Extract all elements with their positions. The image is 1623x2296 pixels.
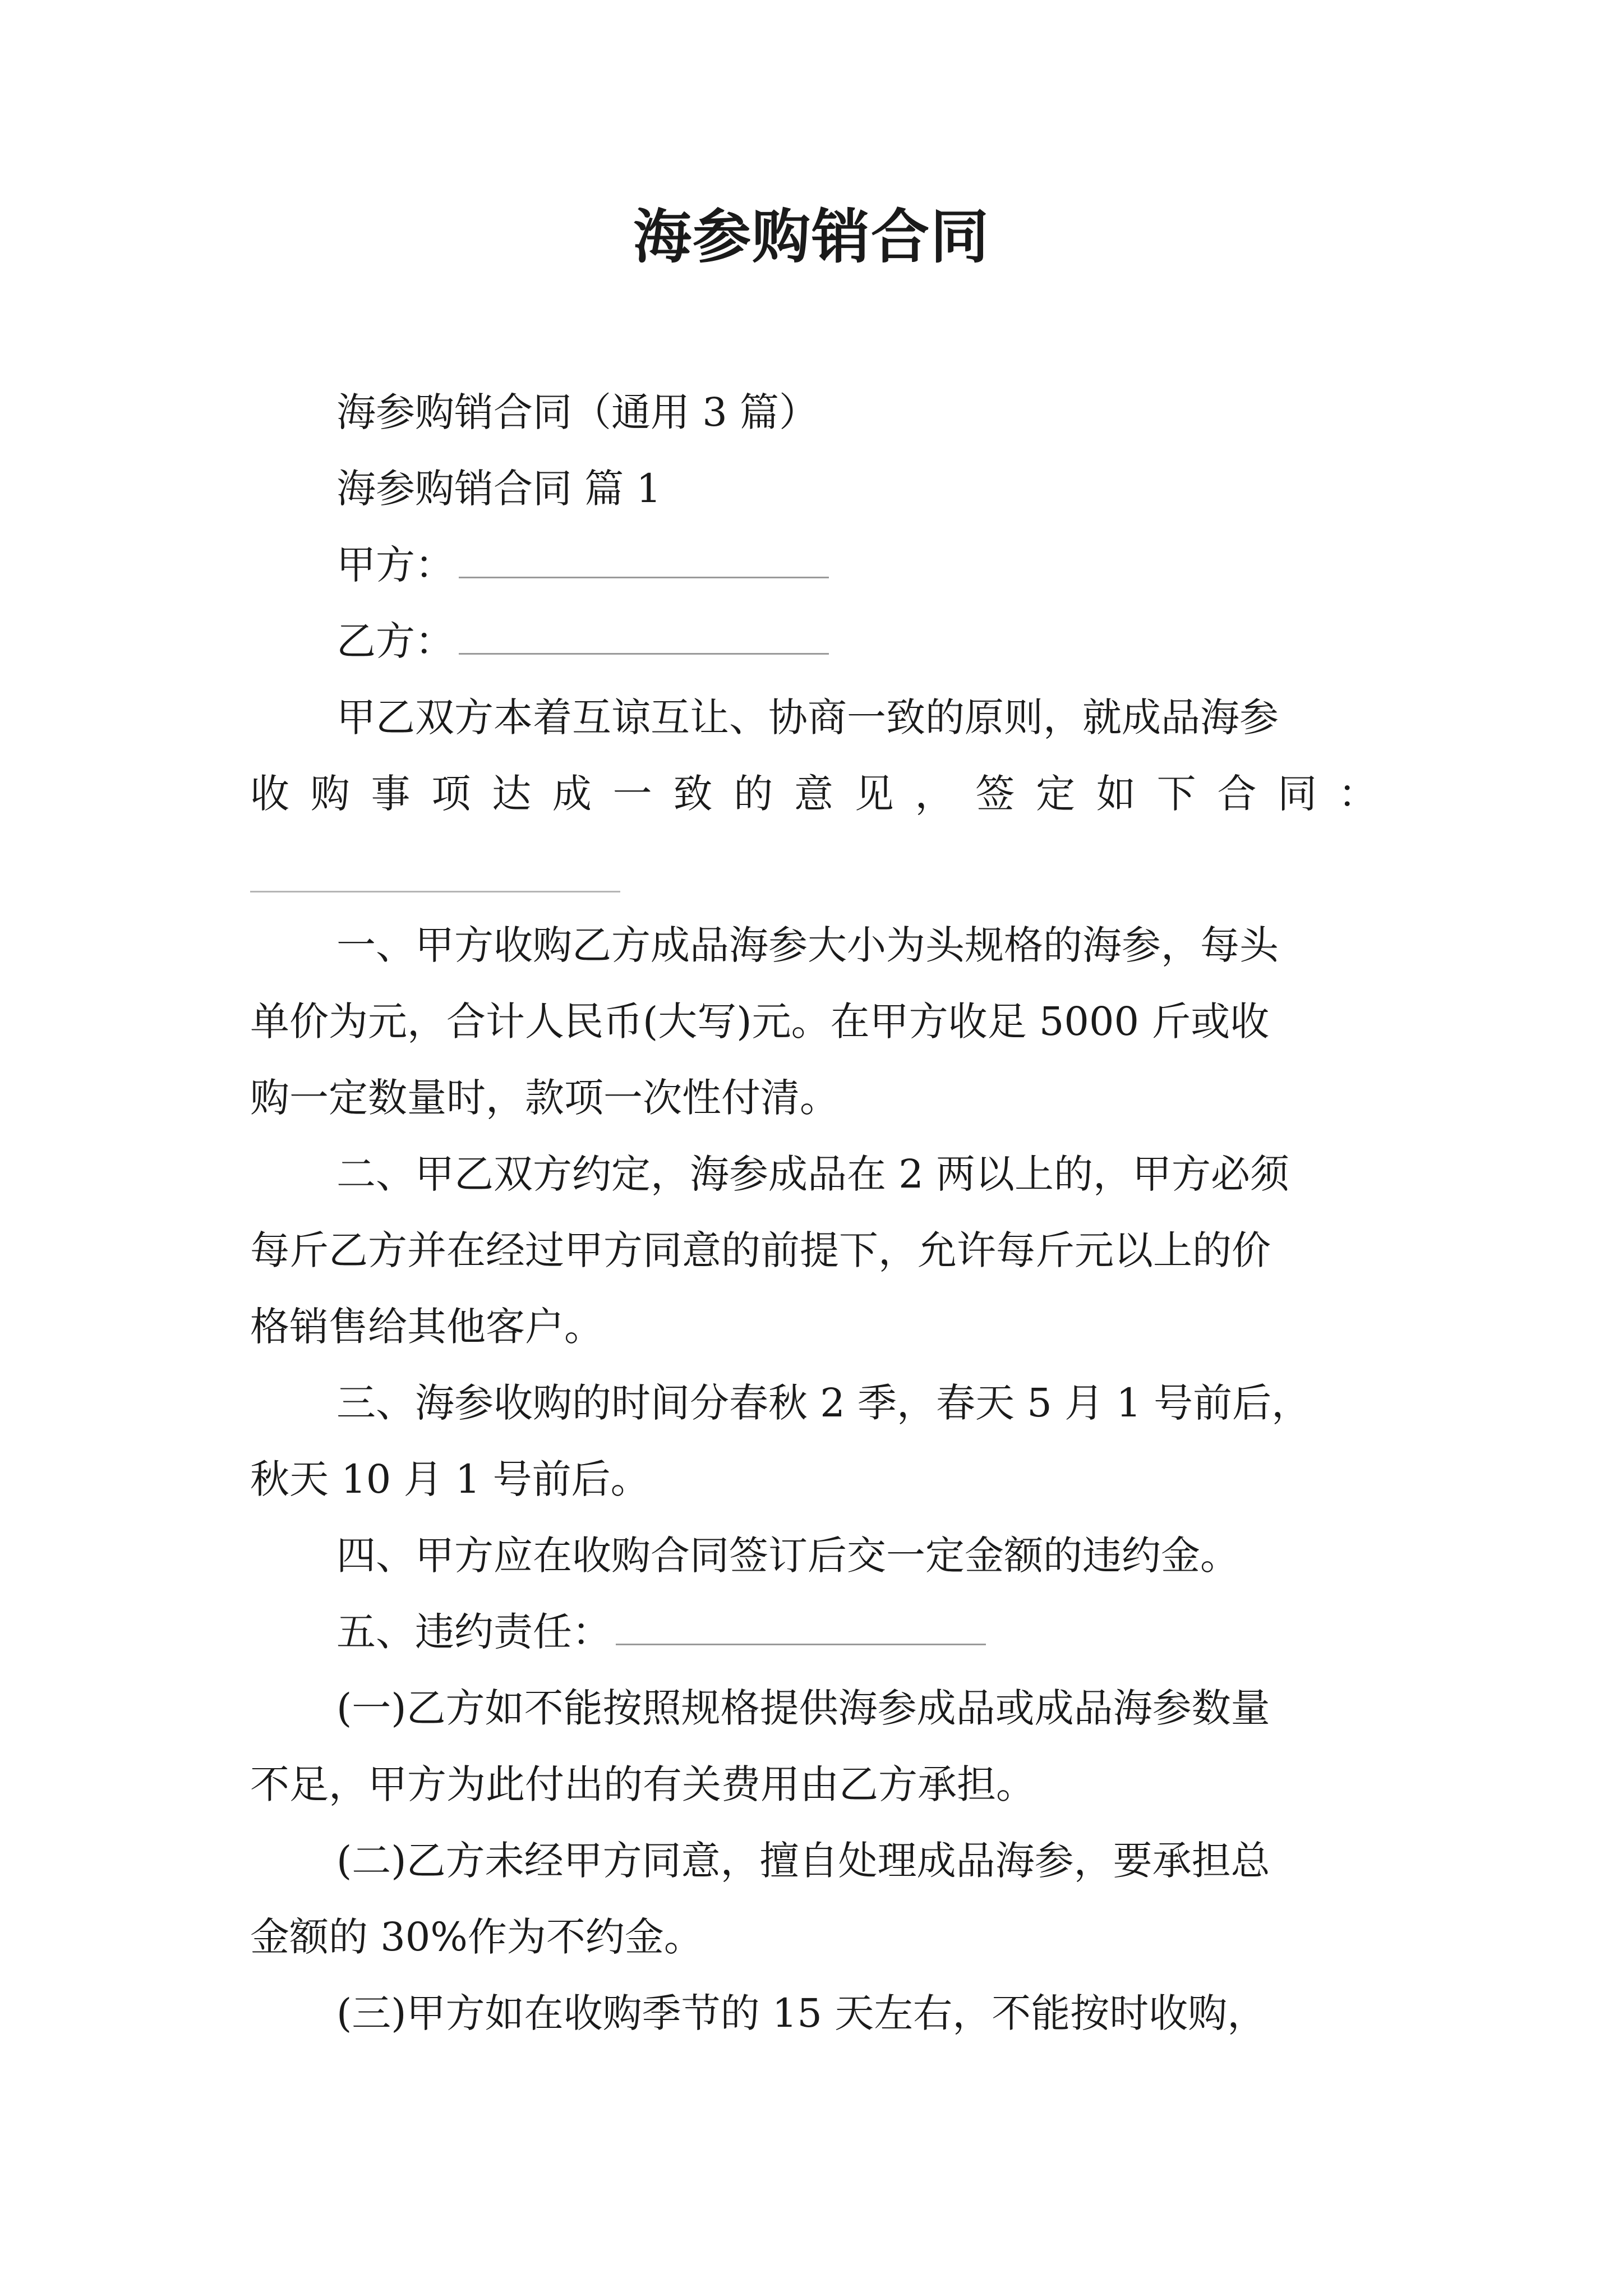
clause-1-line-3: 购一定数量时，款项一次性付清。 [250,1075,839,1121]
clause-5b-line-2: 金额的 30%作为不约金。 [250,1914,703,1960]
party-b-label: 乙方： [336,618,454,664]
clause-4-line-1: 四、甲方应在收购合同签订后交一定金额的违约金。 [336,1533,1239,1579]
party-a-blank [459,542,829,578]
clause-1-line-1: 一、甲方收购乙方成品海参大小为头规格的海参，每头 [336,922,1279,968]
clause-3-line-2: 秋天 10 月 1 号前后。 [250,1456,650,1502]
doc-heading: 海参购销合同（通用 3 篇） [336,389,819,435]
party-a-label: 甲方： [336,542,454,588]
signature-rule [250,891,620,892]
clause-5-blank [616,1609,986,1645]
intro-line-2: 收购事项达成一致的意见，签定如下合同： [250,771,1377,817]
party-a-line [336,540,829,590]
document-title: 海参购销合同 [633,202,990,271]
clause-2-line-3: 格销售给其他客户。 [250,1304,603,1350]
clause-5-line [336,1607,986,1657]
clause-2-line-2: 每斤乙方并在经过甲方同意的前提下，允许每斤元以上的价 [250,1227,1271,1273]
clause-5a-line-2: 不足，甲方为此付出的有关费用由乙方承担。 [250,1761,1035,1807]
clause-5a-line-1: (一)乙方如不能按照规格提供海参成品或成品海参数量 [336,1685,1270,1731]
party-b-line [336,616,829,666]
doc-subheading: 海参购销合同 篇 1 [336,466,662,512]
clause-5c-line-1: (三)甲方如在收购季节的 15 天左右，不能按时收购， [336,1990,1267,2036]
clause-5-label: 五、违约责任： [336,1609,611,1655]
clause-5b-line-1: (二)乙方未经甲方同意，擅自处理成品海参，要承担总 [336,1838,1270,1884]
party-b-blank [459,618,829,655]
clause-3-line-1: 三、海参收购的时间分春秋 2 季，春天 5 月 1 号前后， [336,1380,1311,1426]
intro-line-1: 甲乙双方本着互谅互让、协商一致的原则，就成品海参 [336,694,1279,740]
clause-2-line-1: 二、甲乙双方约定，海参成品在 2 两以上的，甲方必须 [336,1151,1290,1197]
clause-1-line-2: 单价为元，合计人民币(大写)元。在甲方收足 5000 斤或收 [250,999,1270,1045]
